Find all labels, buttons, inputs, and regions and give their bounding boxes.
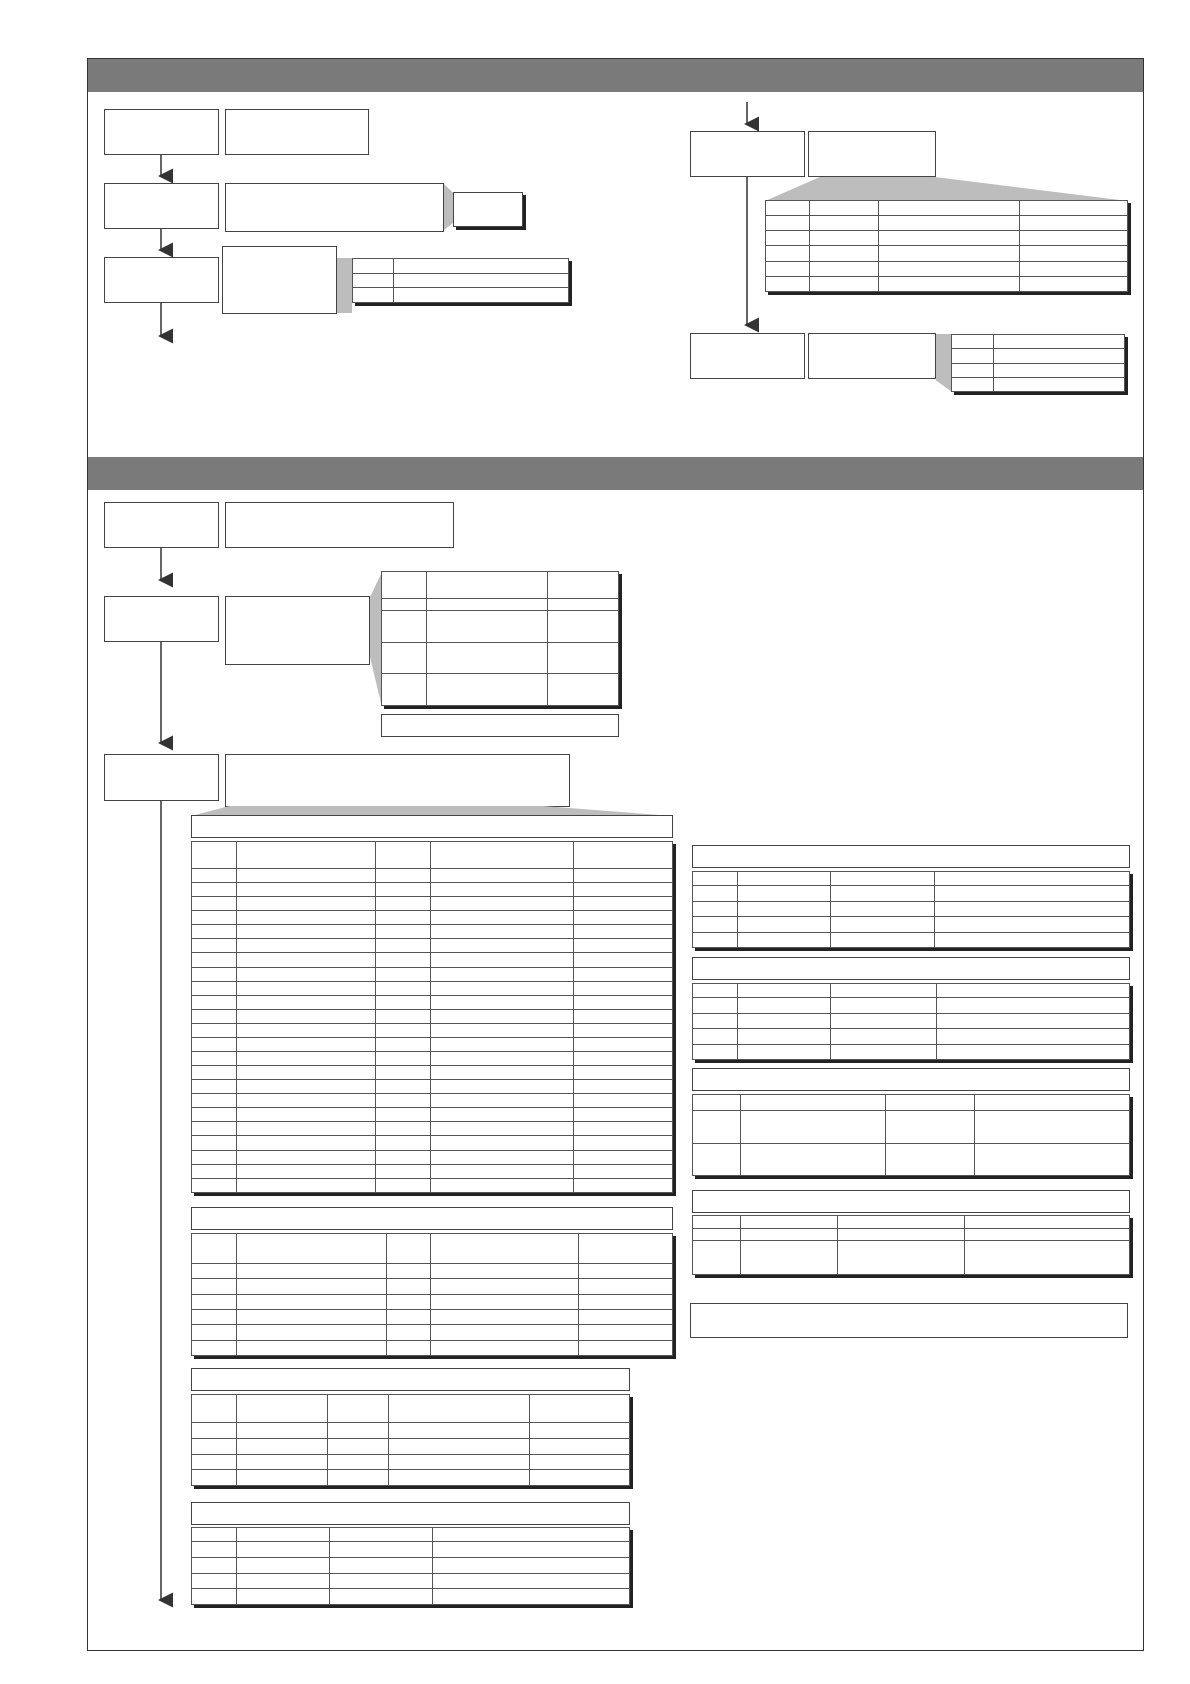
note-bar — [381, 714, 619, 737]
data-table — [191, 1394, 630, 1486]
data-table — [692, 871, 1130, 948]
data-table — [381, 571, 619, 706]
callout-wedge — [336, 258, 352, 313]
table-title-bar — [692, 1190, 1130, 1213]
step-box-8 — [104, 754, 219, 801]
table-title-bar — [191, 1502, 630, 1525]
table-title-bar — [191, 815, 673, 838]
data-table — [765, 200, 1128, 292]
table-title-bar — [191, 1368, 630, 1391]
data-table — [191, 1233, 673, 1356]
result-box — [453, 192, 523, 227]
step-box-1 — [104, 109, 219, 155]
table-title-bar — [692, 957, 1130, 980]
step-box-6 — [104, 502, 219, 548]
data-table — [191, 1527, 630, 1605]
data-table — [692, 1094, 1130, 1176]
step-box-3 — [104, 257, 219, 303]
step-desc-8 — [225, 754, 570, 807]
data-table — [191, 841, 673, 1193]
data-table — [692, 1215, 1130, 1275]
table-title-bar — [692, 1068, 1130, 1091]
section-1-header-band — [88, 59, 1143, 92]
step-desc-1 — [225, 109, 369, 155]
step-box-2 — [104, 183, 219, 229]
step-desc-7 — [225, 596, 370, 665]
table-title-bar — [692, 845, 1130, 868]
table-title-bar — [191, 1207, 673, 1230]
step-desc-2 — [225, 183, 444, 232]
step-desc-4 — [808, 131, 936, 177]
step-desc-6 — [225, 502, 454, 548]
step-box-4 — [690, 131, 805, 177]
step-desc-3 — [222, 246, 337, 314]
section-2-header-band — [88, 457, 1143, 490]
data-table — [951, 334, 1125, 392]
data-table — [692, 983, 1130, 1060]
step-desc-5 — [808, 333, 936, 379]
data-table — [352, 258, 569, 303]
note-bar — [690, 1303, 1128, 1338]
step-box-5 — [690, 333, 805, 379]
step-box-7 — [104, 596, 219, 642]
